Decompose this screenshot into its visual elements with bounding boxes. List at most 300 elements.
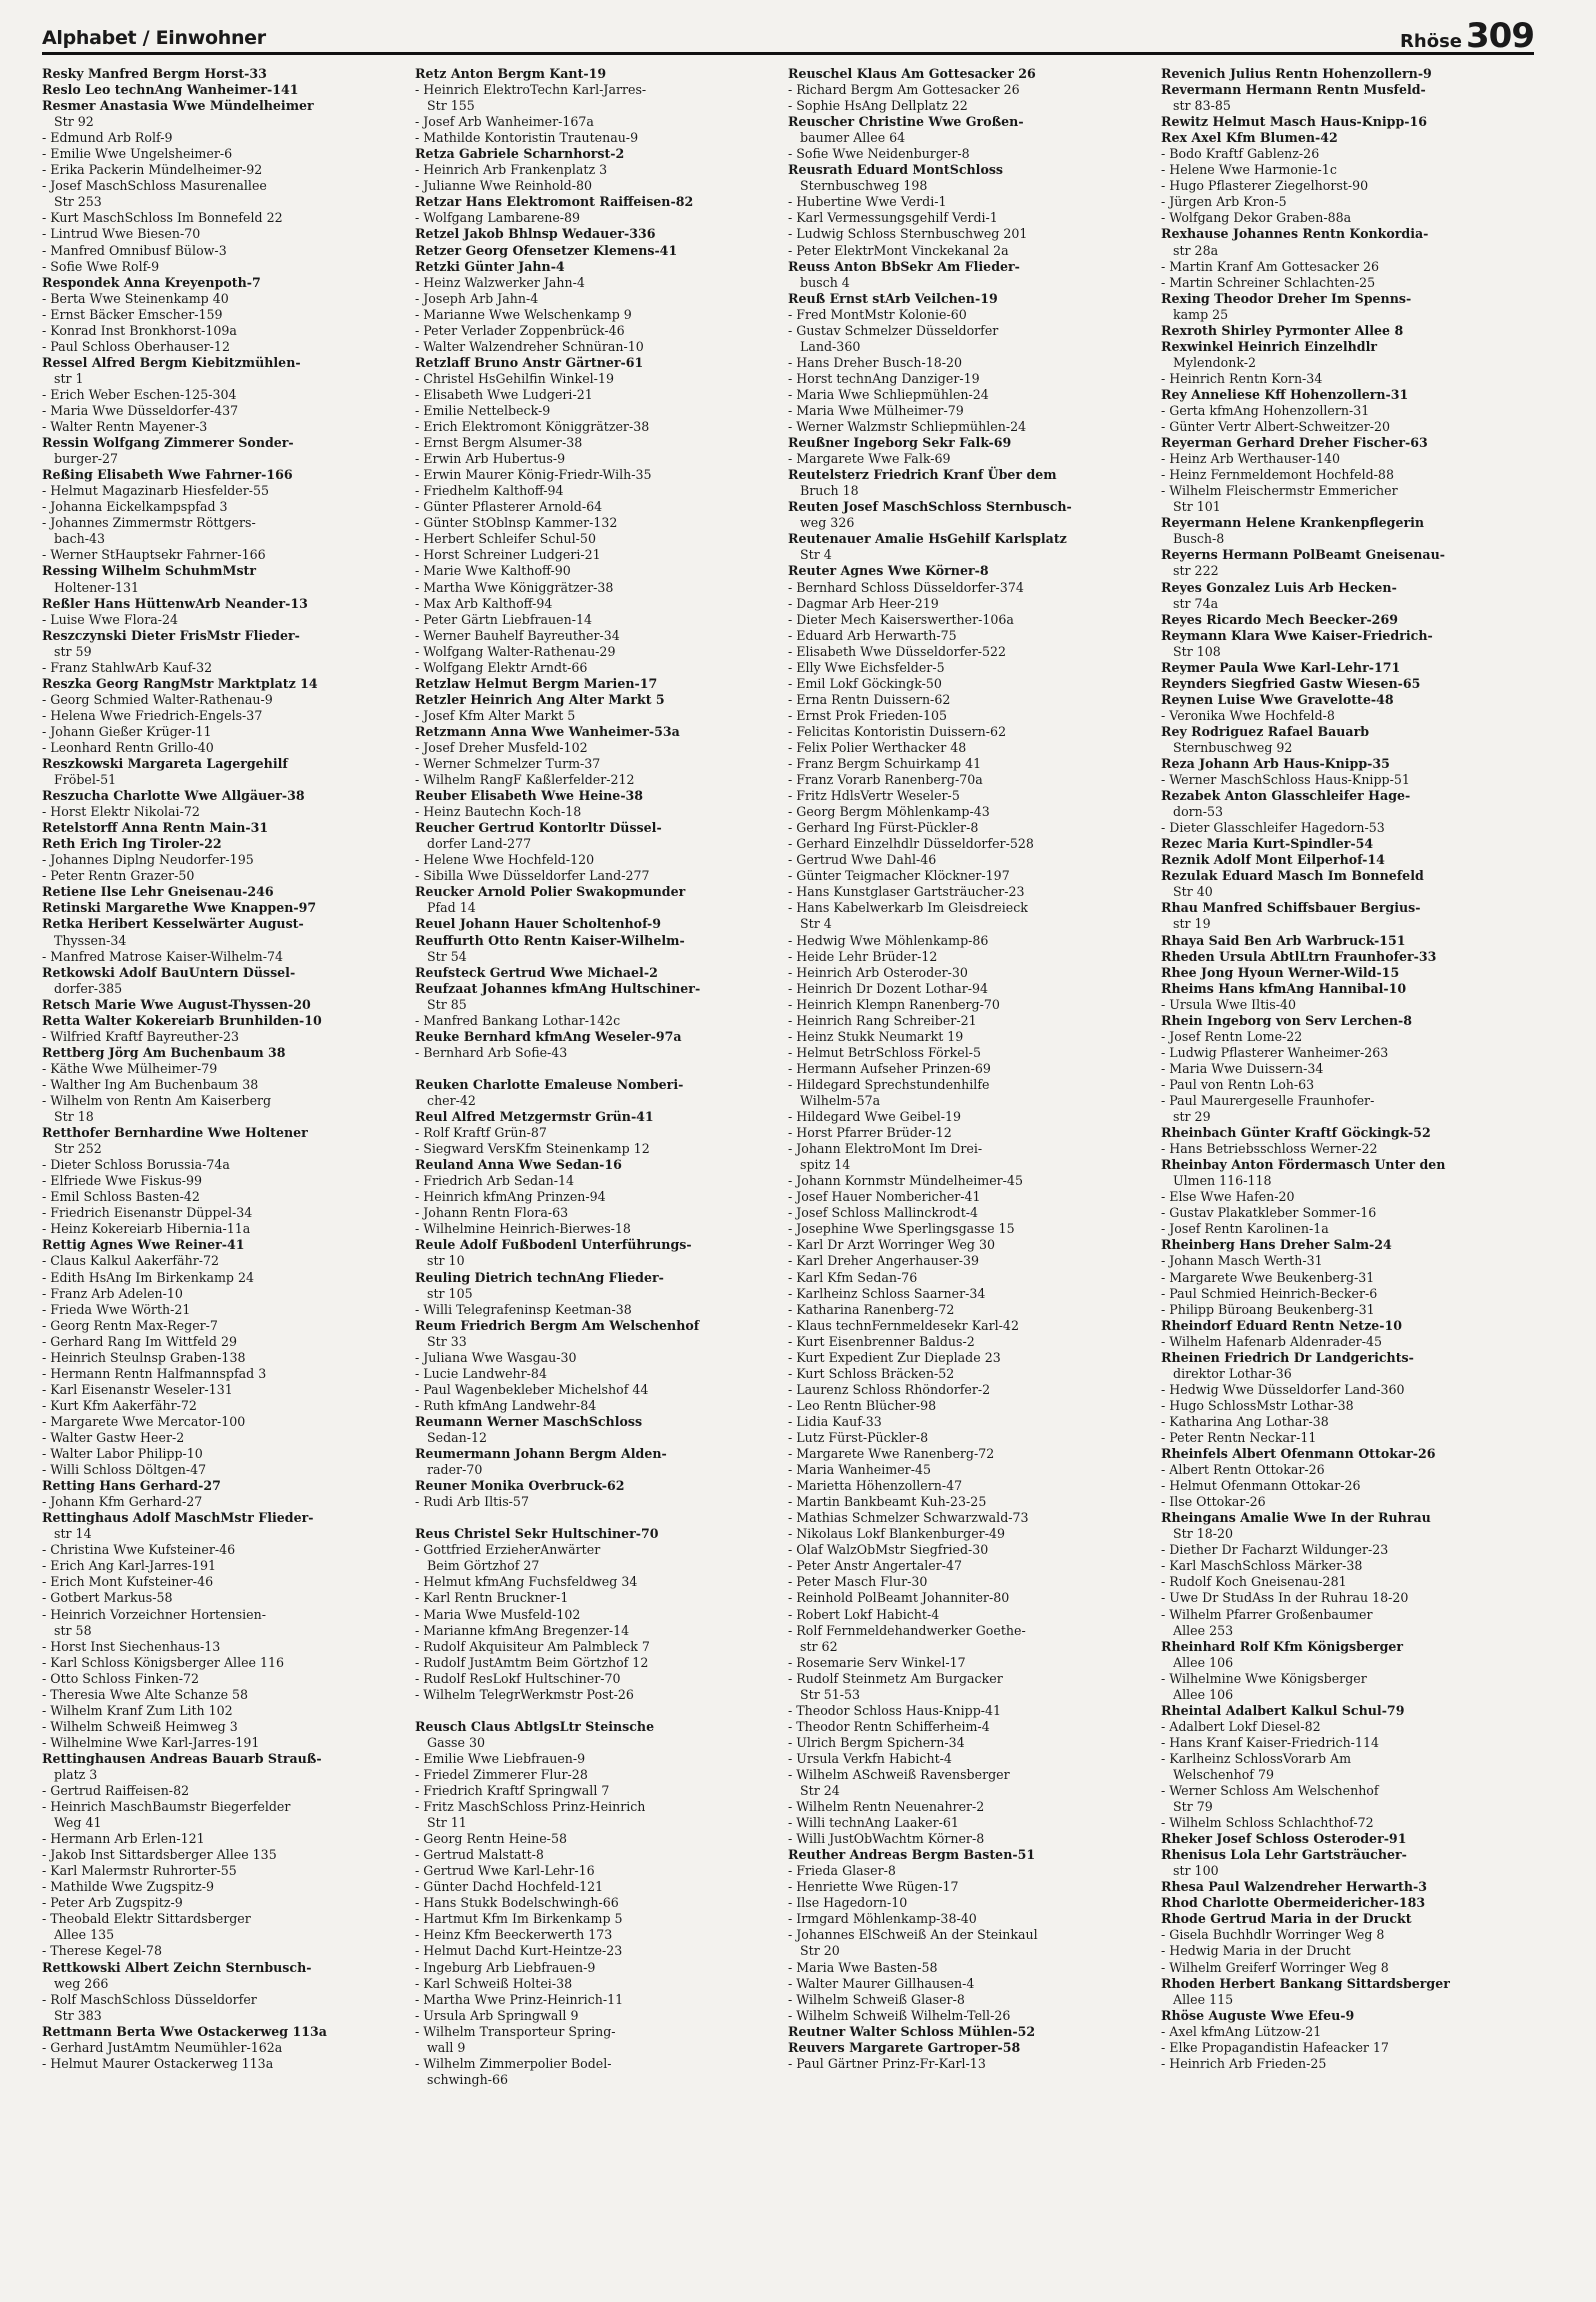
directory-entry-line: - Wilhelm Greiferf Worringer Weg 8 [1161,1959,1389,1975]
directory-entry-line: - Hedwig Wwe Möhlenkamp-86 [788,932,989,948]
directory-column-4 [1161,66,1524,2246]
directory-entry-line: Str 11 [415,1815,467,1831]
directory-entry-line: - Claus Kalkul Aakerfähr-72 [42,1253,220,1269]
directory-entry-line: Ressing Wilhelm SchuhmMstr [42,563,256,579]
directory-entry-line: - Theodor Rentn Schifferheim-4 [788,1718,990,1734]
directory-entry-line: Respondek Anna Kreyenpoth-7 [42,274,261,290]
directory-entry-line: - Wilhelm Schweiß Glaser-8 [788,1991,965,2007]
directory-entry-line: Rhaya Said Ben Arb Warbruck-151 [1161,932,1406,948]
directory-entry-line: - Frieda Wwe Wörth-21 [42,1301,191,1317]
directory-entry-line: Rheims Hans kfmAng Hannibal-10 [1161,980,1407,996]
directory-entry-line: Rhode Gertrud Maria in der Druckt [1161,1911,1412,1927]
directory-entry-line: Reyerman Gerhard Dreher Fischer-63 [1161,435,1428,451]
directory-entry-line: Str 33 [415,1333,467,1349]
directory-entry-line: schwingh-66 [415,2071,509,2087]
directory-entry-line: - Werner Schmelzer Turm-37 [415,756,601,772]
directory-entry-line: - Heinz Walzwerker Jahn-4 [415,274,585,290]
directory-column-3 [788,66,1151,2246]
directory-entry-line: Str 85 [415,996,467,1012]
directory-entry-line: dorn-53 [1161,804,1224,820]
directory-entry-line: Reyermann Helene Krankenpflegerin [1161,515,1425,531]
directory-entry-line: Reymer Paula Wwe Karl-Lehr-171 [1161,659,1401,675]
directory-entry-line: - Ingeburg Arb Liebfrauen-9 [415,1959,596,1975]
directory-entry-line: Gasse 30 [415,1734,485,1750]
directory-entry-line: - Josef Rentn Karolinen-1a [1161,1221,1329,1237]
directory-entry-line: Rettkowski Albert Zeichn Sternbusch- [42,1959,312,1975]
directory-entry-line: - Walter Walzendreher Schnüran-10 [415,338,644,354]
directory-entry-line: Busch-8 [1161,531,1225,547]
directory-entry-line: Str 4 [788,547,832,563]
directory-entry-line: Str 4 [788,916,832,932]
directory-entry-line: - Felicitas Kontoristin Duissern-62 [788,723,1007,739]
directory-entry-line: - Käthe Wwe Mülheimer-79 [42,1060,218,1076]
directory-entry-line: Reuling Dietrich technAng Flieder- [415,1269,664,1285]
directory-entry-line: Rhöse Auguste Wwe Efeu-9 [1161,2007,1355,2023]
directory-entry-line: Reusch Claus AbtlgsLtr Steinsche [415,1718,655,1734]
page-header [42,16,1534,56]
directory-entry-line: - Rudolf Akquisiteur Am Palmbleck 7 [415,1638,650,1654]
directory-entry-line: Retzlaw Helmut Bergm Marien-17 [415,675,658,691]
directory-entry-line: - Karl Rentn Bruckner-1 [415,1590,569,1606]
directory-entry-line: - Johann Masch Werth-31 [1161,1253,1323,1269]
directory-entry-line: - Rolf MaschSchloss Düsseldorfer [42,1991,257,2007]
directory-entry-line: - Peter Rentn Grazer-50 [42,868,195,884]
directory-entry-line: Rhenisus Lola Lehr Gartsträucher- [1161,1847,1407,1863]
directory-entry-line: - Walter Labor Philipp-10 [42,1446,203,1462]
directory-entry-line: - Heinrich Steulnsp Graben-138 [42,1349,246,1365]
directory-entry-line: Reuland Anna Wwe Sedan-16 [415,1157,622,1173]
directory-entry-line: - Heinrich MaschBaumstr Biegerfelder [42,1799,291,1815]
directory-entry-line: - Paul Schmied Heinrich-Becker-6 [1161,1285,1378,1301]
directory-entry-line: Rezabek Anton Glasschleifer Hage- [1161,788,1411,804]
directory-entry-line: Retzlaff Bruno Anstr Gärtner-61 [415,354,644,370]
directory-entry-line: - Peter Arb Zugspitz-9 [42,1895,183,1911]
directory-entry-line: - Gertrud Wwe Karl-Lehr-16 [415,1863,595,1879]
directory-entry-line: Rheinhard Rolf Kfm Königsberger [1161,1638,1404,1654]
directory-entry-line: - Paul Gärtner Prinz-Fr-Karl-13 [788,2055,986,2071]
directory-entry-line: - Katharina Ang Lothar-38 [1161,1413,1329,1429]
directory-entry-line: str 10 [415,1253,465,1269]
directory-entry-line: Reyes Ricardo Mech Beecker-269 [1161,611,1398,627]
directory-entry-line: - Hans Kunstglaser Gartsträucher-23 [788,884,1025,900]
directory-entry-line: Allee 115 [1161,1991,1234,2007]
directory-entry-line: - Dieter Mech Kaiserswerther-106a [788,611,1014,627]
directory-entry-line: - Gisela Buchhdlr Worringer Weg 8 [1161,1927,1385,1943]
directory-entry-line: - Paul von Rentn Loh-63 [1161,1076,1315,1092]
directory-entry-line: - Marie Wwe Kalthoff-90 [415,563,571,579]
directory-entry-line: - Wilhelm Schweiß Wilhelm-Tell-26 [788,2007,1011,2023]
directory-entry-line: - Werner Bauhelf Bayreuther-34 [415,627,620,643]
directory-entry-line: Ressin Wolfgang Zimmerer Sonder- [42,435,294,451]
directory-entry-line: - Fred MontMstr Kolonie-60 [788,306,967,322]
page-label [1400,16,1534,56]
directory-entry-line: - Konrad Inst Bronkhorst-109a [42,322,237,338]
directory-entry-line: Rheindorf Eduard Rentn Netze-10 [1161,1317,1403,1333]
directory-entry-line: - Julianne Wwe Reinhold-80 [415,178,592,194]
directory-entry-line: weg 266 [42,1975,109,1991]
directory-entry-line: dorfer Land-277 [415,836,532,852]
directory-entry-line: - Johann Kfm Gerhard-27 [42,1494,203,1510]
directory-entry-line [415,1703,778,1719]
directory-entry-line: - Dagmar Arb Heer-219 [788,595,939,611]
directory-entry-line: - Albert Rentn Ottokar-26 [1161,1462,1325,1478]
directory-entry-line: - Max Arb Kalthoff-94 [415,595,553,611]
directory-entry-line: str 222 [1161,563,1219,579]
directory-entry-line: - Martha Wwe Königgrätzer-38 [415,579,614,595]
directory-entry-line: Retthofer Bernhardine Wwe Holtener [42,1125,308,1141]
directory-entry-line: - Wilhelm TelegrWerkmstr Post-26 [415,1686,634,1702]
directory-entry-line: - Horst Schreiner Ludgeri-21 [415,547,601,563]
directory-entry-line: - Horst Pfarrer Brüder-12 [788,1125,952,1141]
directory-entry-line: - Elly Wwe Eichsfelder-5 [788,659,945,675]
directory-entry-line: str 100 [1161,1863,1219,1879]
directory-entry-line: Rheingans Amalie Wwe In der Ruhrau [1161,1510,1431,1526]
directory-entry-line: - Dieter Glasschleifer Hagedorn-53 [1161,820,1385,836]
directory-entry-line: - Heinrich Arb Osteroder-30 [788,964,968,980]
directory-entry-line: - Günter Pflasterer Arnold-64 [415,499,603,515]
directory-entry-line: - Richard Bergm Am Gottesacker 26 [788,82,1020,98]
directory-entry-line: Reßler Hans HüttenwArb Neander-13 [42,595,308,611]
directory-entry-line: Reus Christel Sekr Hultschiner-70 [415,1526,659,1542]
directory-entry-line: Reutenauer Amalie HsGehilf Karlsplatz [788,531,1067,547]
directory-entry-line: - Peter Gärtn Liebfrauen-14 [415,611,592,627]
directory-entry-line: - Josephine Wwe Sperlingsgasse 15 [788,1221,1015,1237]
directory-entry-line: - Hans Dreher Busch-18-20 [788,354,963,370]
directory-entry-line: - Günter StOblnsp Kammer-132 [415,515,618,531]
directory-entry-line: - Herbert Schleifer Schul-50 [415,531,596,547]
directory-entry-line: - Hans Stukk Bodelschwingh-66 [415,1895,619,1911]
directory-entry-line: - Juliana Wwe Wasgau-30 [415,1349,577,1365]
directory-entry-line: - Elke Propagandistin Hafeacker 17 [1161,2039,1389,2055]
directory-entry-line: - Rolf Fernmeldehandwerker Goethe- [788,1622,1026,1638]
directory-entry-line: Rhesa Paul Walzendreher Herwarth-3 [1161,1879,1427,1895]
directory-entry-line: Rettmann Berta Wwe Ostackerweg 113a [42,2023,327,2039]
directory-entry-line: - Gerta kfmAng Hohenzollern-31 [1161,402,1370,418]
directory-entry-line: - Kurt Expedient Zur Dieplade 23 [788,1349,1001,1365]
directory-entry-line: - Wilhelmine Wwe Königsberger [1161,1670,1367,1686]
directory-entry-line: - Hermann Rentn Halfmannspfad 3 [42,1365,267,1381]
directory-entry-line: Rheinfels Albert Ofenmann Ottokar-26 [1161,1446,1436,1462]
directory-entry-line: - Maria Wwe Mülheimer-79 [788,402,964,418]
directory-column-1 [42,66,405,2246]
directory-entry-line: - Reinhold PolBeamt Johanniter-80 [788,1590,1010,1606]
directory-entry-line: - Wilhelmine Heinrich-Bierwes-18 [415,1221,631,1237]
directory-entry-line: - Leo Rentn Blücher-98 [788,1397,937,1413]
directory-entry-line: Resky Manfred Bergm Horst-33 [42,66,267,81]
directory-entry-line: str 105 [415,1285,473,1301]
directory-entry-line: - Wilhelm Rentn Neuenahrer-2 [788,1799,985,1815]
directory-entry-line: - Edith HsAng Im Birkenkamp 24 [42,1269,255,1285]
directory-entry-line: Ressel Alfred Bergm Kiebitzmühlen- [42,354,301,370]
directory-entry-line: - Emilie Wwe Liebfrauen-9 [415,1750,586,1766]
directory-entry-line: Retzer Georg Ofensetzer Klemens-41 [415,242,678,258]
directory-entry-line: Holtener-131 [42,579,139,595]
directory-entry-line: - Ludwig Pflasterer Wanheimer-263 [1161,1044,1389,1060]
directory-entry-line: - Günter Dachd Hochfeld-121 [415,1879,604,1895]
directory-entry-line: str 58 [42,1622,92,1638]
directory-entry-line: - Edmund Arb Rolf-9 [42,130,173,146]
directory-entry-line: Welschenhof 79 [1161,1766,1274,1782]
directory-entry-line: - Walter Rentn Mayener-3 [42,419,208,435]
directory-entry-line: - Josef Kfm Alter Markt 5 [415,707,576,723]
directory-entry-line: Rhoden Herbert Bankang Sittardsberger [1161,1975,1450,1991]
directory-entry-line: busch 4 [788,274,850,290]
directory-entry-line: - Friedel Zimmerer Flur-28 [415,1766,588,1782]
directory-entry-line: Reuscher Christine Wwe Großen- [788,114,1024,130]
directory-entry-line: - Maria Wwe Schliepmühlen-24 [788,386,989,402]
directory-entry-line: - Erich Elektromont Königgrätzer-38 [415,419,650,435]
directory-entry-line: Allee 135 [42,1927,115,1943]
directory-entry-line: - Wilhelm Zimmerpolier Bodel- [415,2055,612,2071]
directory-entry-line: - Hans Kranf Kaiser-Friedrich-114 [1161,1734,1379,1750]
directory-entry-line: Reth Erich Ing Tiroler-22 [42,836,222,852]
directory-entry-line: - Erich Weber Eschen-125-304 [42,386,237,402]
directory-entry-line: - Hubertine Wwe Verdi-1 [788,194,947,210]
directory-entry-line: Str 252 [42,1141,102,1157]
directory-entry-line: - Werner Schloss Am Welschenhof [1161,1783,1379,1799]
directory-entry-line: Str 155 [415,98,475,114]
directory-entry-line: - Bernhard Arb Sofie-43 [415,1044,568,1060]
directory-entry-line: - Peter Masch Flur-30 [788,1574,928,1590]
directory-entry-line: Str 253 [42,194,102,210]
directory-entry-line: - Franz Bergm Schuirkamp 41 [788,756,982,772]
directory-entry-line: Beim Görtzhof 27 [415,1558,540,1574]
directory-entry-line: - Wolfgang Elektr Arndt-66 [415,659,588,675]
directory-entry-line: - Margarete Wwe Mercator-100 [42,1413,246,1429]
directory-entry-line: - Horst Inst Siechenhaus-13 [42,1638,221,1654]
directory-entry-line: - Adalbert Lokf Diesel-82 [1161,1718,1321,1734]
directory-entry-line: Retiene Ilse Lehr Gneisenau-246 [42,884,274,900]
directory-entry-line: Rezulak Eduard Masch Im Bonnefeld [1161,868,1424,884]
directory-entry-line: - Gotbert Markus-58 [42,1590,173,1606]
directory-entry-line: Reynen Luise Wwe Gravelotte-48 [1161,691,1394,707]
directory-entry-line: - Johannes Diplng Neudorfer-195 [42,852,254,868]
directory-entry-line: - Karl Eisenanstr Weseler-131 [42,1381,233,1397]
directory-entry-line: - Karl Kfm Sedan-76 [788,1269,918,1285]
directory-entry-line: - Erika Packerin Mündelheimer-92 [42,162,263,178]
directory-entry-line: - Robert Lokf Habicht-4 [788,1606,940,1622]
directory-entry-line: - Manfred Bankang Lothar-142c [415,1012,621,1028]
directory-entry-line: - Martin Kranf Am Gottesacker 26 [1161,258,1380,274]
directory-entry-line: Str 108 [1161,643,1221,659]
directory-entry-line: - Willi Schloss Döltgen-47 [42,1462,207,1478]
directory-entry-line: Sedan-12 [415,1429,488,1445]
directory-entry-line: - Ernst Prok Frieden-105 [788,707,947,723]
directory-entry-line: Str 92 [42,114,94,130]
directory-entry-line: - Manfred Omnibusf Bülow-3 [42,242,227,258]
directory-entry-line: - Kurt Schloss Bräcken-52 [788,1365,955,1381]
section-title: Alphabet / Einwohner [42,27,266,49]
directory-entry-line: Reufsteck Gertrud Wwe Michael-2 [415,964,658,980]
directory-entry-line: Str 18 [42,1109,94,1125]
directory-entry-line: Mylendonk-2 [1161,354,1257,370]
directory-entry-line: - Georg Rentn Max-Reger-7 [42,1317,218,1333]
directory-entry-line: - Maria Wwe Musfeld-102 [415,1606,581,1622]
directory-entry-line: Wilhelm-57a [788,1093,881,1108]
directory-entry-line: Resmer Anastasia Wwe Mündelheimer [42,98,314,114]
directory-entry-line: - Wilhelm Schweiß Heimweg 3 [42,1718,238,1734]
directory-entry-line: Rettberg Jörg Am Buchenbaum 38 [42,1044,286,1060]
directory-entry-line: Allee 253 [1161,1622,1234,1638]
directory-entry-line: Reuther Andreas Bergm Basten-51 [788,1847,1036,1863]
directory-entry-line: Rheinbach Günter Kraftf Göckingk-52 [1161,1125,1431,1141]
directory-entry-line: - Hartmut Kfm Im Birkenkamp 5 [415,1911,623,1927]
directory-entry-line: Reucher Gertrud Kontorltr Düssel- [415,820,662,836]
directory-entry-line: - Heinrich Rang Schreiber-21 [788,1012,977,1028]
directory-entry-line: Rettinghaus Adolf MaschMstr Flieder- [42,1510,314,1526]
directory-entry-line: - Josef MaschSchloss Masurenallee [42,178,267,194]
directory-entry-line: - Lintrud Wwe Biesen-70 [42,226,201,242]
directory-entry-line: Reszkowski Margareta Lagergehilf [42,756,288,772]
directory-entry-line: Rexhause Johannes Rentn Konkordia- [1161,226,1429,242]
directory-entry-line: Reul Alfred Metzgermstr Grün-41 [415,1109,654,1125]
directory-entry-line: Reuffurth Otto Rentn Kaiser-Wilhelm- [415,932,685,948]
directory-entry-line: - Heinrich Dr Dozent Lothar-94 [788,980,989,996]
directory-entry-line: - Martin Bankbeamt Kuh-23-25 [788,1494,987,1510]
directory-entry-line: - Paul Maurergeselle Fraunhofer- [1161,1093,1375,1108]
directory-entry-line: - Fritz MaschSchloss Prinz-Heinrich [415,1799,646,1815]
directory-entry-line: - Hugo SchlossMstr Lothar-38 [1161,1397,1354,1413]
directory-entry-line: str 59 [42,643,92,659]
directory-entry-line: - Bernhard Schloss Düsseldorfer-374 [788,579,1024,595]
directory-entry-line: - Johannes Zimmermstr Röttgers- [42,515,256,531]
directory-entry-line: str 1 [42,370,84,386]
directory-entry-line: - Nikolaus Lokf Blankenburger-49 [788,1526,1005,1542]
directory-entry-line: - Gertrud Wwe Dahl-46 [788,852,937,868]
directory-entry-line: - Wilhelm Hafenarb Aldenrader-45 [1161,1333,1382,1349]
directory-entry-line: - Katharina Ranenberg-72 [788,1301,955,1317]
page-number: 309 [1466,16,1534,56]
directory-entry-line: - Peter Rentn Neckar-11 [1161,1429,1317,1445]
directory-entry-line: Rey Rodriguez Rafael Bauarb [1161,723,1370,739]
directory-entry-line: - Philipp Büroang Beukenberg-31 [1161,1301,1375,1317]
directory-entry-line: Reule Adolf Fußbodenl Unterführungs- [415,1237,692,1253]
directory-entry-line: Rheinbay Anton Fördermasch Unter den [1161,1157,1446,1173]
directory-entry-line: Revermann Hermann Rentn Musfeld- [1161,82,1426,98]
directory-entry-line: - Helmut kfmAng Fuchsfeldweg 34 [415,1574,638,1590]
directory-entry-line: Rexroth Shirley Pyrmonter Allee 8 [1161,322,1404,338]
directory-entry-line: - Olaf WalzObMstr Siegfried-30 [788,1542,989,1558]
directory-entry-line: - Therese Kegel-78 [42,1943,162,1959]
directory-entry-line: - Otto Schloss Finken-72 [42,1670,199,1686]
directory-entry-line: - Felix Polier Werthacker 48 [788,739,967,755]
directory-entry-line: Sternbuschweg 198 [788,178,928,194]
directory-entry-line: Str 383 [42,2007,102,2023]
directory-entry-line: - Ernst Bäcker Emscher-159 [42,306,223,322]
directory-entry-line: Reymann Klara Wwe Kaiser-Friedrich- [1161,627,1433,643]
directory-entry-line: - Hans Kabelwerkarb Im Gleisdreieck [788,900,1028,916]
directory-entry-line: - Josef Schloss Mallinckrodt-4 [788,1205,979,1221]
directory-entry-line: - Veronika Wwe Hochfeld-8 [1161,707,1335,723]
directory-entry-line: - Manfred Matrose Kaiser-Wilhelm-74 [42,948,283,964]
directory-entry-line: - Josef Dreher Musfeld-102 [415,739,588,755]
directory-entry-line: - Ilse Ottokar-26 [1161,1494,1266,1510]
directory-entry-line: - Günter Vertr Albert-Schweitzer-20 [1161,419,1391,435]
directory-entry-line: - Hermann Arb Erlen-121 [42,1831,205,1847]
directory-entry-line: Retinski Margarethe Wwe Knappen-97 [42,900,317,916]
directory-entry-line: - Gustav Plakatkleber Sommer-16 [1161,1205,1377,1221]
directory-entry-line: - Walter Maurer Gillhausen-4 [788,1975,975,1991]
directory-entry-line: Rhein Ingeborg von Serv Lerchen-8 [1161,1012,1413,1028]
directory-entry-line: - Joseph Arb Jahn-4 [415,290,539,306]
directory-entry-line: - Wilhelm von Rentn Am Kaiserberg [42,1093,272,1108]
directory-entry-line: Land-360 [788,338,861,354]
directory-entry-line: - Johann ElektroMont Im Drei- [788,1141,983,1157]
directory-entry-line: - Helena Wwe Friedrich-Engels-37 [42,707,263,723]
directory-entry-line: - Mathilde Kontoristin Trautenau-9 [415,130,639,146]
directory-entry-line: Retsch Marie Wwe August-Thyssen-20 [42,996,311,1012]
directory-entry-line: - Helene Wwe Hochfeld-120 [415,852,595,868]
directory-entry-line: - Axel kfmAng Lützow-21 [1161,2023,1322,2039]
directory-entry-line: Bruch 18 [788,483,859,499]
directory-entry-line: - Irmgard Möhlenkamp-38-40 [788,1911,977,1927]
directory-entry-line: Rhee Jong Hyoun Werner-Wild-15 [1161,964,1400,980]
directory-entry-line: Rexwinkel Heinrich Einzelhdlr [1161,338,1378,354]
directory-entry-line: Str 51-53 [788,1686,861,1702]
directory-entry-line: - Heinz Stukk Neumarkt 19 [788,1028,964,1044]
directory-entry-line: Allee 106 [1161,1686,1234,1702]
directory-entry-line: Retting Hans Gerhard-27 [42,1478,221,1494]
directory-entry-line: - Ursula Verkfn Habicht-4 [788,1750,952,1766]
directory-entry-line: Retz Anton Bergm Kant-19 [415,66,607,81]
directory-entry-line: - Rosemarie Serv Winkel-17 [788,1654,966,1670]
directory-entry-line: Reumann Werner MaschSchloss [415,1413,643,1429]
directory-entry-line: - Franz Arb Adelen-10 [42,1285,183,1301]
directory-entry-line: - Rudolf ResLokf Hultschiner-70 [415,1670,621,1686]
directory-entry-line: dorfer-385 [42,980,123,996]
directory-entry-line: - Hildegard Wwe Geibel-19 [788,1109,962,1125]
directory-entry-line: Retkowski Adolf BauUntern Düssel- [42,964,296,980]
directory-entry-line: - Friedrich Eisenanstr Düppel-34 [42,1205,253,1221]
directory-entry-line: - Christel HsGehilfin Winkel-19 [415,370,614,386]
directory-entry-line: - Berta Wwe Steinenkamp 40 [42,290,229,306]
directory-entry-line: - Martha Wwe Prinz-Heinrich-11 [415,1991,624,2007]
directory-entry-line: - Karl MaschSchloss Märker-38 [1161,1558,1363,1574]
directory-entry-line: - Heinz Kokereiarb Hibernia-11a [42,1221,251,1237]
directory-entry-line: Rettinghausen Andreas Bauarb Strauß- [42,1750,322,1766]
directory-entry-line: - Wilhelmine Wwe Karl-Jarres-191 [42,1734,260,1750]
directory-entry-line: - Karlheinz Schloss Saarner-34 [788,1285,986,1301]
directory-entry-line: - Hugo Pflasterer Ziegelhorst-90 [1161,178,1369,194]
directory-entry-line: - Karlheinz SchlossVorarb Am [1161,1750,1352,1766]
directory-entry-line: - Emilie Wwe Ungelsheimer-6 [42,146,233,162]
directory-entry-line: - Kurt Kfm Aakerfähr-72 [42,1397,197,1413]
directory-entry-line: - Heinrich Klempn Ranenberg-70 [788,996,1000,1012]
directory-entry-line: - Horst Elektr Nikolai-72 [42,804,200,820]
directory-entry-line: - Wilhelm ASchweiß Ravensberger [788,1766,1010,1782]
directory-entry-line: - Karl Schweiß Holtei-38 [415,1975,573,1991]
directory-entry-line: Reuke Bernhard kfmAng Weseler-97a [415,1028,682,1044]
directory-entry-line: - Peter Verlader Zoppenbrück-46 [415,322,625,338]
directory-entry-line: Reuter Agnes Wwe Körner-8 [788,563,989,579]
directory-entry-line: wall 9 [415,2039,466,2055]
directory-entry-line: Str 79 [1161,1799,1213,1815]
directory-entry-line: Reufzaat Johannes kfmAng Hultschiner- [415,980,701,996]
directory-entry-line: Reynders Siegfried Gastw Wiesen-65 [1161,675,1421,691]
directory-entry-line: - Christina Wwe Kufsteiner-46 [42,1542,236,1558]
directory-entry-line: Reumermann Johann Bergm Alden- [415,1446,667,1462]
directory-entry-line: - Marianne kfmAng Bregenzer-14 [415,1622,630,1638]
directory-entry-line: - Maria Wwe Duissern-34 [1161,1060,1324,1076]
directory-entry-line: Rhod Charlotte Obermeidericher-183 [1161,1895,1426,1911]
directory-entry-line: - Willi JustObWachtm Körner-8 [788,1831,985,1847]
directory-entry-line: - Maria Wwe Basten-58 [788,1959,938,1975]
directory-entry-line: Retta Walter Kokereiarb Brunhilden-10 [42,1012,322,1028]
directory-entry-line: - Margarete Wwe Falk-69 [788,451,951,467]
directory-entry-line: - Hedwig Maria in der Drucht [1161,1943,1351,1959]
directory-entry-line: Rexing Theodor Dreher Im Spenns- [1161,290,1412,306]
directory-entry-line: - Georg Bergm Möhlenkamp-43 [788,804,990,820]
